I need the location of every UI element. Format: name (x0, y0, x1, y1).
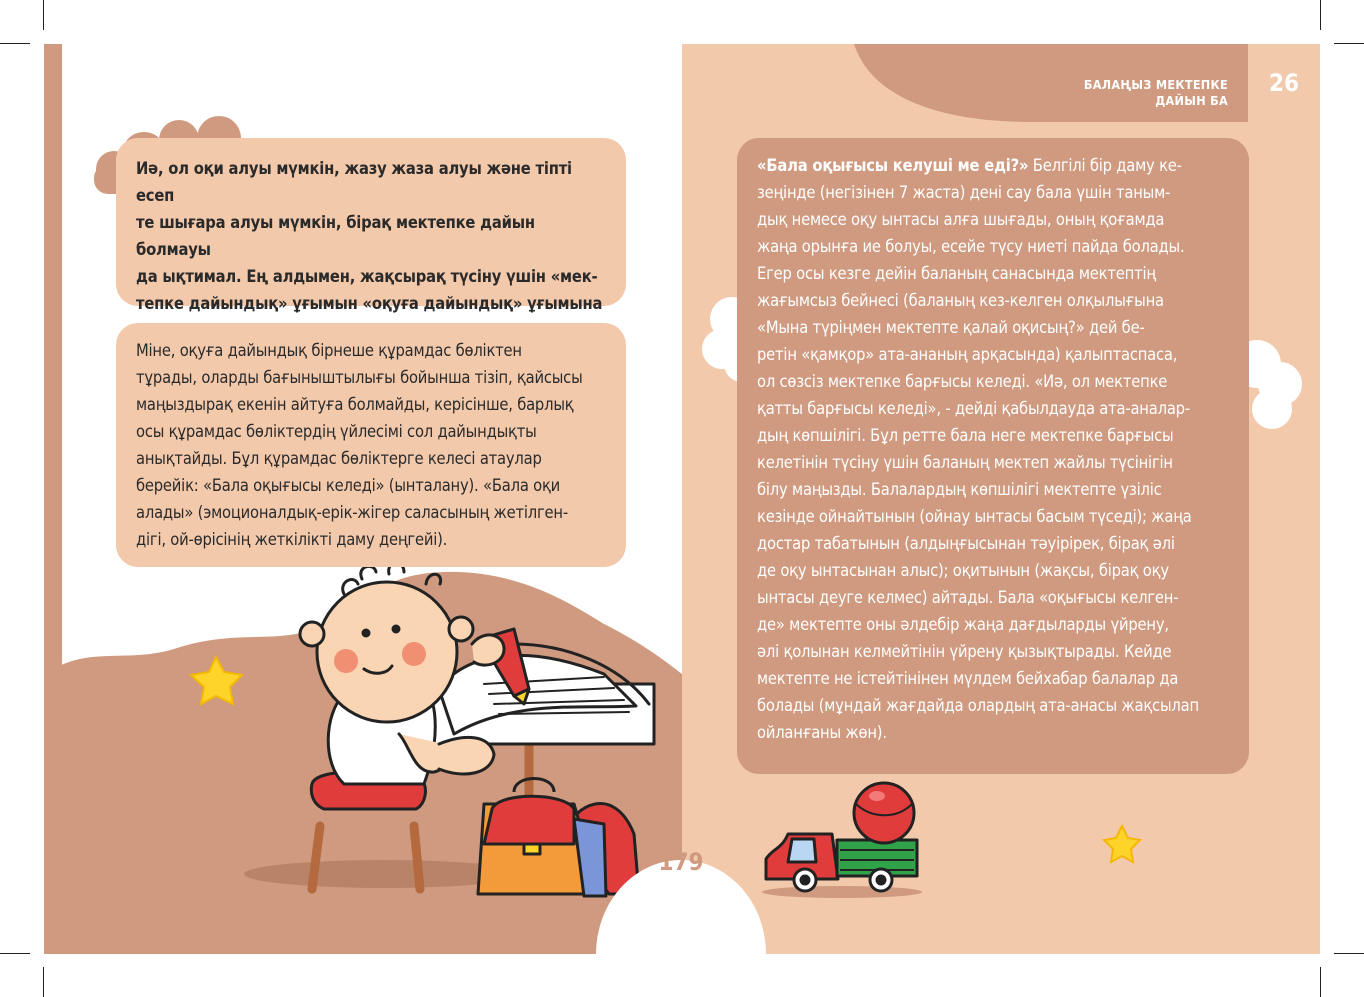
main-text-box (737, 138, 1249, 774)
main-line: болады (мұндай жағдайда олардың ата-анасы жақсылап (757, 696, 1199, 715)
crop-mark (43, 967, 44, 997)
main-line: мектепте не істейтінінен мүлдем бейхабар балалар да (757, 669, 1179, 688)
components-line: тұрады, оларды бағыныштылығы бойынша тізіп, қайсысы (136, 368, 583, 387)
right-page (682, 44, 1320, 954)
intro-line: Иә, ол оқи алуы мүмкін, жазу жаза алуы және тіпті есеп (136, 159, 572, 205)
main-line: келетінін түсіну үшін баланың мектеп жайлы түсінігін (757, 453, 1173, 472)
section-number: 26 (1248, 44, 1320, 122)
components-line: Міне, оқуға дайындық бірнеше құрамдас бөліктен (136, 341, 522, 360)
components-line: берейік: «Бала оқығысы келеді» (ынталану). «Бала оқи (136, 476, 561, 495)
main-line: достар табатынын (алдыңғысынан тәуірірек, бірақ әлі (757, 534, 1175, 553)
header-title-line: ДАЙЫН БА (1155, 93, 1228, 108)
intro-text-box (116, 138, 626, 313)
main-line: білу маңызды. Балалардың көпшілігі мектепте үзіліс (757, 480, 1162, 499)
header-title-line: БАЛАҢЫЗ МЕКТЕПКЕ (1083, 77, 1228, 92)
main-line: дың көпшілігі. Бұл ретте бала неге мектепке барғысы (757, 426, 1174, 445)
main-line: де оқу ынтасынан алыс); оқитынын (жақсы, бірақ оқу (757, 561, 1169, 580)
main-line: «Мына түріңмен мектепте қалай оқисың?» дей бе- (757, 318, 1145, 337)
main-line: де» мектепте оны әлдебір жаңа дағдыларды үйрену, (757, 615, 1169, 634)
ball-icon (854, 783, 914, 843)
main-line: ол сөзсіз мектепке барғысы келеді. «Иә, ол мектепке (757, 372, 1168, 391)
main-line: жағымсыз бейнесі (баланың кез-келген олқылығына (757, 291, 1164, 310)
crop-mark (1320, 967, 1321, 997)
crop-mark (0, 953, 30, 954)
toy-truck-icon (762, 834, 922, 898)
left-page (44, 44, 682, 954)
components-line: осы құрамдас бөліктердің үйлесімі сол дайындықты (136, 422, 537, 441)
main-line: жаңа орынға ие болуы, есейе түсу ниеті пайда болады. (757, 237, 1185, 256)
intro-line: те шығара алуы мүмкін, бірақ мектепке дайын болмауы (136, 213, 535, 259)
main-line-text: Белгілі бір даму ке- (1032, 156, 1182, 175)
crop-mark (1334, 43, 1364, 44)
components-line: анықтайды. Бұл құрамдас бөліктерге келесі атаулар (136, 449, 542, 468)
main-line (757, 152, 1231, 179)
intro-line: тепке дайындық» ұғымын «оқуға дайындық» ұғымына (136, 294, 603, 313)
crop-mark (0, 43, 30, 44)
main-heading: «Бала оқығысы келуші ме еді?» (757, 156, 1029, 175)
main-line: қатты барғысы келеді», - дейді қабылдауда ата-аналар- (757, 399, 1190, 418)
main-line: зеңінде (негізінен 7 жаста) дені сау бала үшін таным- (757, 183, 1171, 202)
main-line: әлі қолынан келмейтінін үйрену қызықтырады. Кейде (757, 642, 1172, 661)
crop-mark (1320, 0, 1321, 30)
main-line: ойланғаны жөн). (757, 723, 887, 742)
main-line: дық немесе оқу ынтасы алға шығады, оның қоғамда (757, 210, 1165, 229)
components-line: дігі, ой-өрісінің жеткілікті даму деңгейі). (136, 530, 448, 549)
components-line: маңыздырақ екенін айтуға болмайды, керісінше, барлық (136, 395, 574, 414)
main-line: ретін «қамқор» ата-ананың арқасында) қалыптаспаса, (757, 345, 1178, 364)
main-line: кезінде ойнайтынын (ойнау ынтасы басым түседі); жаңа (757, 507, 1192, 526)
header-title (1084, 77, 1228, 109)
crop-mark (1334, 953, 1364, 954)
crop-mark (43, 0, 44, 30)
readiness-components-text-box (116, 323, 626, 567)
intro-line: да ықтимал. Ең алдымен, жақсырақ түсіну үшін «мек- (136, 267, 598, 286)
main-line: ынтасы деуге келмес) айтады. Бала «оқығысы келген- (757, 588, 1179, 607)
components-line: алады» (эмоционалдық-ерік-жігер саласының жетілген- (136, 503, 568, 522)
page-number: 179 (658, 848, 704, 876)
main-line: Егер осы кезге дейін баланың санасында мектептің (757, 264, 1156, 283)
